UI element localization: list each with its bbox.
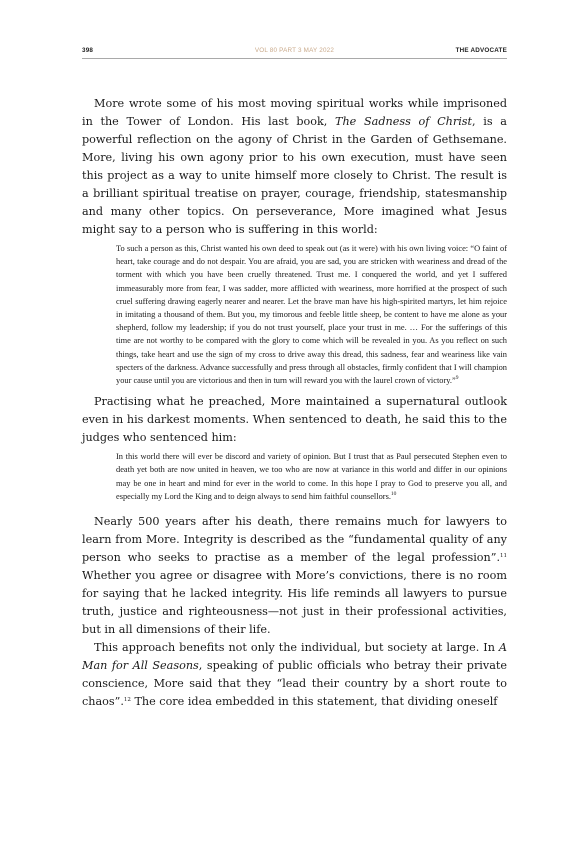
p3-text-b: Whether you agree or disagree with More’s convictions, there is no room for saying that he lacked integrity. His life reminds all lawyers to pursue truth, justice and righteousness—not just in their professional activities, but in all dimensions of their life. [82, 569, 507, 637]
publication-name: THE ADVOCATE [455, 47, 507, 54]
paragraph-sentenced [82, 393, 507, 447]
block-quote-christ [116, 242, 507, 387]
block-quote-judges [116, 450, 507, 503]
p2-text: Practising what he preached, More maintained a supernatural outlook even in his darkest moments. When sentenced to death, he said this to the judges who sentenced him: [82, 395, 507, 445]
paragraph-integrity [82, 513, 507, 639]
p1-text-b: , is a powerful reflection on the agony of Christ in the Garden of Gethsemane. More, living his own agony prior to his own execution, must have seen this project as a way to unite himself more closely to Christ. The result is a brilliant spiritual treatise on prayer, courage, friendship, statesmanship and many other topics. On perseverance, More imagined what Jesus might say to a person who is suffering in this world: [82, 115, 507, 236]
quote2-text: In this world there will ever be discord and variety of opinion. But I trust that as Paul persecuted Stephen even to death yet both are now united in heaven, we too who are now at variance in this world and differ in our opinions may be one in heart and mind for ever in the world to come. In this hope I pray to God to preserve you all, and especially my Lord the King and to deign always to send him faithful counsellors. [116, 452, 507, 501]
p4-text-c: The core idea embedded in this statement, that dividing oneself [130, 695, 498, 709]
paragraph-society [82, 639, 507, 711]
paragraph-tower-of-london [82, 95, 507, 239]
quote1-text: To such a person as this, Christ wanted his own deed to speak out (as it were) with his own living voice: “O faint of heart, take courage and do not despair. You are afraid, you are sad, you are stricken with weariness and dread of the torment with which you have been cruelly threatened. Trust me. I conquered the world, and yet I suffered immeasurably more from fear, I was sadder, more afflicted with weariness, more horrified at the prospect of such cruel suffering drawing eagerly nearer and nearer. Let the brave man have his high-spirited martyrs, let him rejoice in imitating a thousand of them. But you, my timorous and feeble little sheep, be content to have me alone as your shepherd, follow my leadership; if you do not trust yourself, place your trust in me. … For the sufferings of this time are not worthy to be compared with the glory to come which will be revealed in you. As you reflect on such things, take heart and use the sign of my cross to drive away this dread, this sadness, fear and weariness like vain specters of the darkness. Advance successfully and press through all obstacles, firmly confident that I will champion your cause until you are victorious and then in turn will reward you with the laurel crown of victory.” [116, 244, 507, 386]
footnote-ref-12[interactable]: 12 [123, 697, 131, 704]
footnote-ref-11[interactable]: 11 [500, 553, 507, 560]
footnote-ref-10[interactable]: 10 [390, 490, 397, 497]
play-title-man-for-all-seasons: A Man for All Seasons [82, 641, 507, 673]
p4-text-a: This approach benefits not only the individual, but society at large. In [94, 641, 499, 655]
p3-text-a: Nearly 500 years after his death, there remains much for lawyers to learn from More. Integrity is described as the “fundamental quality of any person who seeks to practise as a member of the legal profession”. [82, 515, 507, 565]
p1-text-a: More wrote some of his most moving spiritual works while imprisoned in the Tower of London. His last book, [82, 97, 507, 128]
p4-text-b: , speaking of public officials who betray their private conscience, More said that they “lead their country by a short route to chaos”. [82, 659, 507, 709]
page-number: 398 [82, 47, 94, 54]
header-rule [82, 58, 507, 59]
issue-info: VOL 80 PART 3 MAY 2022 [254, 47, 335, 54]
book-title-sadness-of-christ: The Sadness of Christ [335, 115, 473, 128]
article-body [82, 95, 507, 711]
running-header [82, 44, 507, 58]
footnote-ref-9[interactable]: 9 [455, 375, 459, 382]
